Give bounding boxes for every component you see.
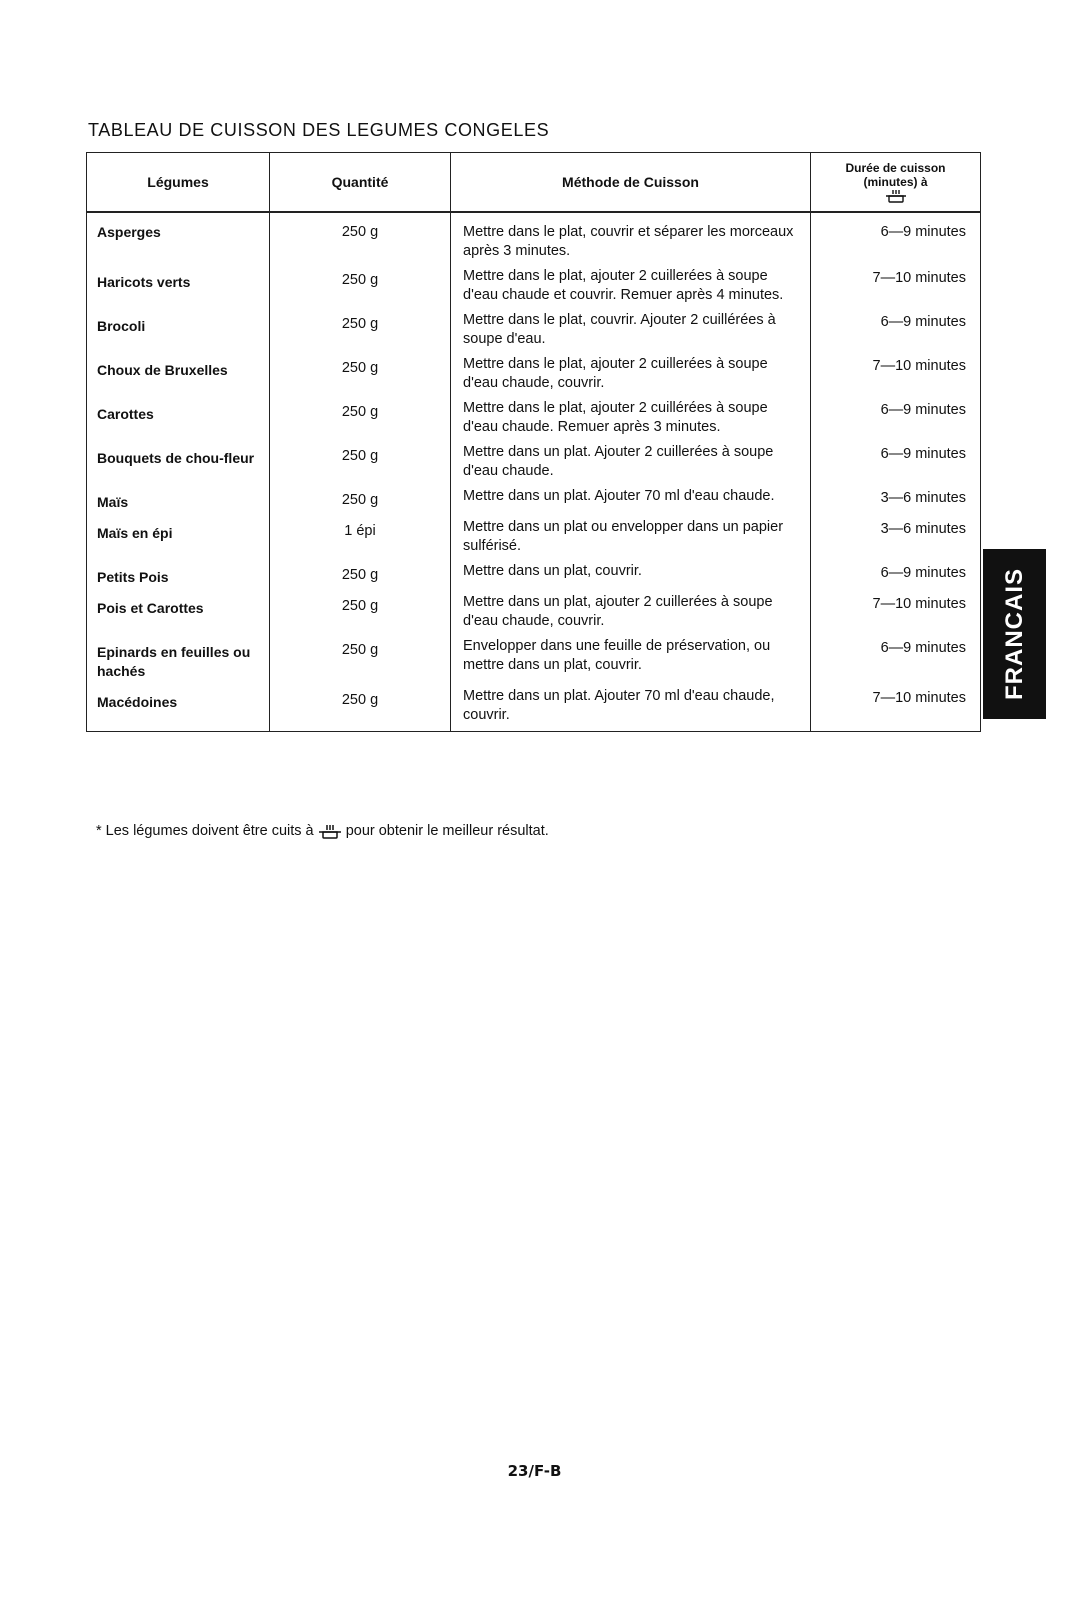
method-cell: Mettre dans un plat. Ajouter 70 ml d'eau chaude.: [451, 487, 811, 518]
quantity-cell: 250 g: [270, 355, 451, 399]
time-cell: 6—9 minutes: [811, 311, 981, 355]
time-cell: 6—9 minutes: [811, 562, 981, 593]
header-vegetable: Légumes: [87, 153, 270, 213]
page-number: 23/F-B: [507, 1462, 562, 1480]
time-cell: 7—10 minutes: [811, 267, 981, 311]
table-row: [87, 267, 981, 311]
method-cell: Mettre dans un plat ou envelopper dans un papier sulférisé.: [451, 518, 811, 562]
time-cell: 7—10 minutes: [811, 355, 981, 399]
quantity-cell: 250 g: [270, 443, 451, 487]
vegetable-cell: Maïs: [87, 487, 270, 518]
vegetable-cell: Brocoli: [87, 311, 270, 355]
time-cell: 7—10 minutes: [811, 593, 981, 637]
vegetable-cell: Bouquets de chou-fleur: [87, 443, 270, 487]
method-cell: Mettre dans un plat, couvrir.: [451, 562, 811, 593]
table-row: [87, 311, 981, 355]
vegetable-cell: Asperges: [87, 212, 270, 267]
page-title: TABLEAU DE CUISSON DES LEGUMES CONGELES: [88, 120, 550, 140]
high-power-pot-icon: [318, 822, 342, 840]
time-cell: 3—6 minutes: [811, 487, 981, 518]
high-power-pot-icon: [885, 189, 907, 203]
quantity-cell: 250 g: [270, 399, 451, 443]
table-row: [87, 487, 981, 518]
footnote-text-before: * Les légumes doivent être cuits à: [96, 822, 314, 839]
method-cell: Mettre dans le plat, ajouter 2 cuillérées à soupe d'eau chaude. Remuer après 3 minutes.: [451, 399, 811, 443]
header-method: Méthode de Cuisson: [451, 153, 811, 213]
header-quantity: Quantité: [270, 153, 451, 213]
table-row: [87, 687, 981, 732]
quantity-cell: 250 g: [270, 637, 451, 687]
language-tab-label: FRANCAIS: [1000, 568, 1028, 700]
vegetable-cell: Maïs en épi: [87, 518, 270, 562]
vegetable-cell: Haricots verts: [87, 267, 270, 311]
vegetable-cell: Carottes: [87, 399, 270, 443]
time-cell: 6—9 minutes: [811, 212, 981, 267]
language-tab: [983, 549, 1046, 719]
header-duration-line1: Durée de cuisson: [845, 160, 946, 175]
time-cell: 6—9 minutes: [811, 637, 981, 687]
quantity-cell: 250 g: [270, 311, 451, 355]
table-row: [87, 443, 981, 487]
header-duration: [811, 153, 981, 213]
quantity-cell: 250 g: [270, 267, 451, 311]
vegetable-cell: Petits Pois: [87, 562, 270, 593]
method-cell: Mettre dans le plat, couvrir. Ajouter 2 cuillérées à soupe d'eau.: [451, 311, 811, 355]
method-cell: Envelopper dans une feuille de préservation, ou mettre dans un plat, couvrir.: [451, 637, 811, 687]
quantity-cell: 250 g: [270, 687, 451, 732]
table-row: [87, 399, 981, 443]
vegetable-cell: Macédoines: [87, 687, 270, 732]
vegetable-cell: Epinards en feuilles ou hachés: [87, 637, 270, 687]
method-cell: Mettre dans le plat, ajouter 2 cuillerées à soupe d'eau chaude et couvrir. Remuer après 4 minutes.: [451, 267, 811, 311]
time-cell: 6—9 minutes: [811, 399, 981, 443]
table-header-row: [87, 153, 981, 213]
method-cell: Mettre dans un plat, ajouter 2 cuillerées à soupe d'eau chaude, couvrir.: [451, 593, 811, 637]
quantity-cell: 250 g: [270, 212, 451, 267]
quantity-cell: 250 g: [270, 487, 451, 518]
table-row: [87, 212, 981, 267]
method-cell: Mettre dans un plat. Ajouter 2 cuillerées à soupe d'eau chaude.: [451, 443, 811, 487]
time-cell: 3—6 minutes: [811, 518, 981, 562]
footnote: [96, 822, 549, 840]
footnote-text-after: pour obtenir le meilleur résultat.: [345, 822, 549, 839]
table-row: [87, 355, 981, 399]
vegetable-cell: Choux de Bruxelles: [87, 355, 270, 399]
table-row: [87, 518, 981, 562]
table-row: [87, 637, 981, 687]
header-duration-line2: (minutes) à: [863, 174, 928, 189]
method-cell: Mettre dans le plat, couvrir et séparer les morceaux après 3 minutes.: [451, 212, 811, 267]
table-row: [87, 593, 981, 637]
method-cell: Mettre dans un plat. Ajouter 70 ml d'eau chaude, couvrir.: [451, 687, 811, 732]
cooking-table: [86, 152, 981, 732]
time-cell: 7—10 minutes: [811, 687, 981, 732]
quantity-cell: 250 g: [270, 562, 451, 593]
vegetable-cell: Pois et Carottes: [87, 593, 270, 637]
quantity-cell: 250 g: [270, 593, 451, 637]
table-row: [87, 562, 981, 593]
method-cell: Mettre dans le plat, ajouter 2 cuillerées à soupe d'eau chaude, couvrir.: [451, 355, 811, 399]
time-cell: 6—9 minutes: [811, 443, 981, 487]
quantity-cell: 1 épi: [270, 518, 451, 562]
